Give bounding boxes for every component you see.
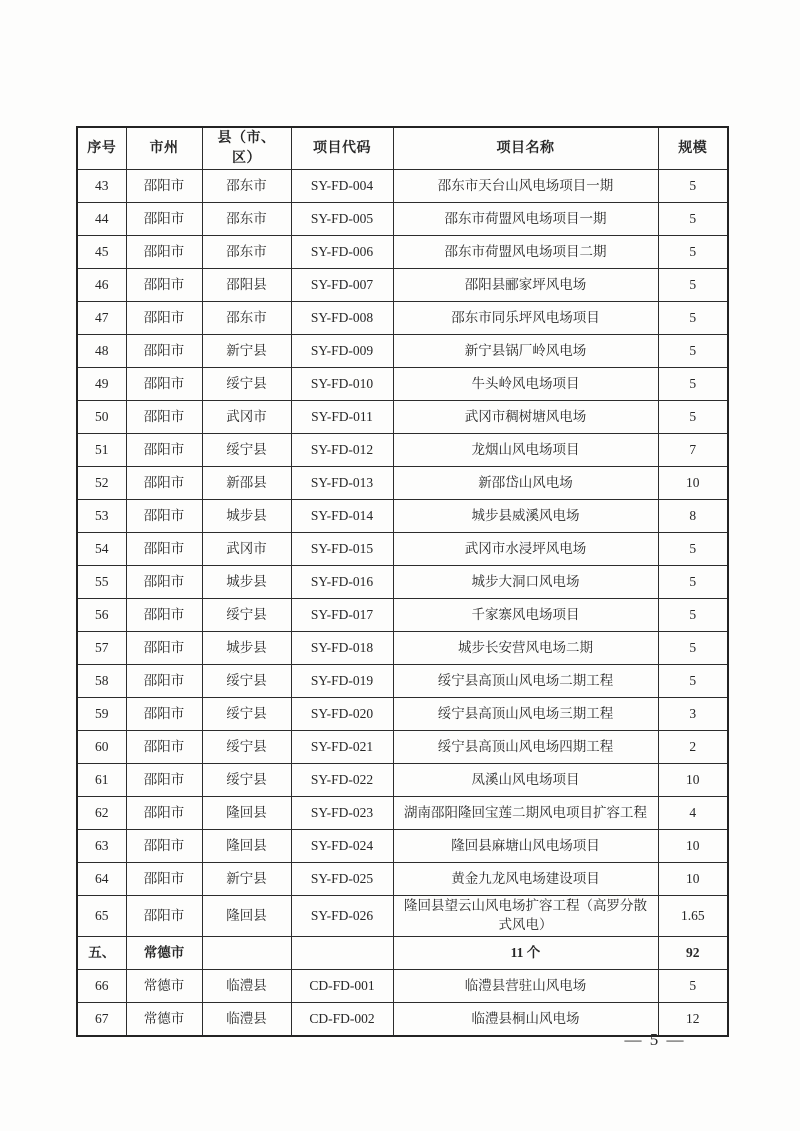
table-row xyxy=(77,401,728,434)
cell-serial: 43 xyxy=(77,170,126,203)
col-header-serial: 序号 xyxy=(77,127,126,170)
cell-scale: 7 xyxy=(658,434,728,467)
table-row xyxy=(77,170,728,203)
cell-project-name: 临澧县营驻山风电场 xyxy=(393,969,658,1002)
cell-scale: 92 xyxy=(658,936,728,969)
cell-project-name: 武冈市稠树塘风电场 xyxy=(393,401,658,434)
cell-scale: 1.65 xyxy=(658,896,728,937)
table-row xyxy=(77,302,728,335)
cell-county: 新宁县 xyxy=(202,335,291,368)
cell-project-name: 邵东市荷盟风电场项目二期 xyxy=(393,236,658,269)
cell-scale: 5 xyxy=(658,302,728,335)
table-row xyxy=(77,566,728,599)
cell-project-code: SY-FD-004 xyxy=(291,170,393,203)
cell-scale: 5 xyxy=(658,632,728,665)
cell-scale: 2 xyxy=(658,731,728,764)
cell-project-name: 绥宁县高顶山风电场三期工程 xyxy=(393,698,658,731)
cell-city: 邵阳市 xyxy=(126,203,202,236)
cell-project-code: SY-FD-026 xyxy=(291,896,393,937)
cell-serial: 五、 xyxy=(77,936,126,969)
cell-project-code: SY-FD-015 xyxy=(291,533,393,566)
cell-county: 绥宁县 xyxy=(202,698,291,731)
cell-city: 邵阳市 xyxy=(126,401,202,434)
cell-project-code: SY-FD-006 xyxy=(291,236,393,269)
table-row xyxy=(77,335,728,368)
cell-county: 城步县 xyxy=(202,566,291,599)
cell-scale: 12 xyxy=(658,1002,728,1036)
cell-serial: 55 xyxy=(77,566,126,599)
cell-serial: 65 xyxy=(77,896,126,937)
cell-city: 邵阳市 xyxy=(126,830,202,863)
cell-project-code: SY-FD-005 xyxy=(291,203,393,236)
table-row xyxy=(77,434,728,467)
table-row xyxy=(77,236,728,269)
cell-county: 绥宁县 xyxy=(202,731,291,764)
cell-serial: 56 xyxy=(77,599,126,632)
cell-county: 新宁县 xyxy=(202,863,291,896)
cell-scale: 10 xyxy=(658,467,728,500)
cell-city: 邵阳市 xyxy=(126,368,202,401)
cell-serial: 58 xyxy=(77,665,126,698)
cell-serial: 46 xyxy=(77,269,126,302)
cell-serial: 67 xyxy=(77,1002,126,1036)
cell-city: 邵阳市 xyxy=(126,896,202,937)
cell-serial: 64 xyxy=(77,863,126,896)
header-row xyxy=(77,127,728,170)
cell-serial: 61 xyxy=(77,764,126,797)
cell-city: 常德市 xyxy=(126,936,202,969)
page-number: — 5 — xyxy=(624,1030,686,1049)
cell-project-name: 龙烟山风电场项目 xyxy=(393,434,658,467)
cell-scale: 8 xyxy=(658,500,728,533)
cell-scale: 10 xyxy=(658,764,728,797)
cell-scale: 4 xyxy=(658,797,728,830)
cell-county: 绥宁县 xyxy=(202,434,291,467)
cell-project-name: 临澧县桐山风电场 xyxy=(393,1002,658,1036)
cell-project-code: SY-FD-021 xyxy=(291,731,393,764)
cell-county: 武冈市 xyxy=(202,401,291,434)
table-row xyxy=(77,830,728,863)
cell-scale: 5 xyxy=(658,368,728,401)
cell-serial: 51 xyxy=(77,434,126,467)
cell-project-code: SY-FD-020 xyxy=(291,698,393,731)
cell-city: 邵阳市 xyxy=(126,236,202,269)
cell-project-code: SY-FD-010 xyxy=(291,368,393,401)
cell-city: 邵阳市 xyxy=(126,764,202,797)
cell-county: 临澧县 xyxy=(202,1002,291,1036)
col-header-scale: 规模 xyxy=(658,127,728,170)
cell-project-name: 城步大洞口风电场 xyxy=(393,566,658,599)
cell-county: 隆回县 xyxy=(202,830,291,863)
cell-city: 邵阳市 xyxy=(126,335,202,368)
cell-county: 隆回县 xyxy=(202,797,291,830)
cell-county: 邵阳县 xyxy=(202,269,291,302)
cell-serial: 45 xyxy=(77,236,126,269)
cell-scale: 5 xyxy=(658,599,728,632)
cell-city: 邵阳市 xyxy=(126,302,202,335)
cell-project-name: 隆回县望云山风电场扩容工程（高罗分散式风电） xyxy=(393,896,658,937)
table-row xyxy=(77,797,728,830)
cell-project-name: 绥宁县高顶山风电场四期工程 xyxy=(393,731,658,764)
table-row xyxy=(77,599,728,632)
col-header-county: 县（市、区） xyxy=(202,127,291,170)
cell-serial: 57 xyxy=(77,632,126,665)
cell-project-name: 邵阳县郦家坪风电场 xyxy=(393,269,658,302)
cell-serial: 50 xyxy=(77,401,126,434)
cell-city: 邵阳市 xyxy=(126,566,202,599)
cell-project-code: SY-FD-017 xyxy=(291,599,393,632)
cell-scale: 5 xyxy=(658,969,728,1002)
cell-scale: 3 xyxy=(658,698,728,731)
cell-county: 绥宁县 xyxy=(202,368,291,401)
cell-project-name: 凤溪山风电场项目 xyxy=(393,764,658,797)
cell-serial: 49 xyxy=(77,368,126,401)
cell-serial: 52 xyxy=(77,467,126,500)
cell-city: 邵阳市 xyxy=(126,170,202,203)
col-header-project-name: 项目名称 xyxy=(393,127,658,170)
cell-project-name: 牛头岭风电场项目 xyxy=(393,368,658,401)
cell-project-code: SY-FD-011 xyxy=(291,401,393,434)
cell-project-code: SY-FD-024 xyxy=(291,830,393,863)
cell-city: 邵阳市 xyxy=(126,632,202,665)
table-row xyxy=(77,467,728,500)
cell-serial: 44 xyxy=(77,203,126,236)
cell-county: 隆回县 xyxy=(202,896,291,937)
cell-serial: 60 xyxy=(77,731,126,764)
cell-scale: 5 xyxy=(658,665,728,698)
table-row xyxy=(77,731,728,764)
cell-serial: 48 xyxy=(77,335,126,368)
table-row xyxy=(77,665,728,698)
cell-serial: 66 xyxy=(77,969,126,1002)
cell-county: 武冈市 xyxy=(202,533,291,566)
cell-city: 邵阳市 xyxy=(126,434,202,467)
cell-scale: 5 xyxy=(658,203,728,236)
cell-project-name: 邵东市天台山风电场项目一期 xyxy=(393,170,658,203)
cell-project-name: 武冈市水浸坪风电场 xyxy=(393,533,658,566)
cell-project-code: SY-FD-025 xyxy=(291,863,393,896)
cell-project-code: CD-FD-001 xyxy=(291,969,393,1002)
cell-city: 常德市 xyxy=(126,969,202,1002)
table-row xyxy=(77,632,728,665)
cell-scale: 10 xyxy=(658,863,728,896)
cell-county xyxy=(202,936,291,969)
cell-county: 新邵县 xyxy=(202,467,291,500)
cell-city: 邵阳市 xyxy=(126,863,202,896)
cell-county: 邵东市 xyxy=(202,236,291,269)
table-row xyxy=(77,698,728,731)
table-row xyxy=(77,896,728,937)
cell-county: 城步县 xyxy=(202,500,291,533)
cell-project-code: SY-FD-014 xyxy=(291,500,393,533)
cell-project-code: SY-FD-007 xyxy=(291,269,393,302)
cell-city: 邵阳市 xyxy=(126,269,202,302)
table-row xyxy=(77,969,728,1002)
cell-scale: 5 xyxy=(658,335,728,368)
cell-county: 绥宁县 xyxy=(202,764,291,797)
cell-project-code: SY-FD-019 xyxy=(291,665,393,698)
table-row xyxy=(77,764,728,797)
cell-project-name: 11 个 xyxy=(393,936,658,969)
cell-scale: 5 xyxy=(658,236,728,269)
cell-county: 邵东市 xyxy=(202,203,291,236)
cell-project-code: SY-FD-016 xyxy=(291,566,393,599)
cell-project-name: 城步长安营风电场二期 xyxy=(393,632,658,665)
cell-project-code: SY-FD-018 xyxy=(291,632,393,665)
cell-project-code: SY-FD-022 xyxy=(291,764,393,797)
table-row xyxy=(77,863,728,896)
cell-county: 邵东市 xyxy=(202,302,291,335)
cell-project-name: 千家寨风电场项目 xyxy=(393,599,658,632)
cell-serial: 54 xyxy=(77,533,126,566)
cell-scale: 5 xyxy=(658,533,728,566)
cell-scale: 5 xyxy=(658,269,728,302)
cell-city: 邵阳市 xyxy=(126,599,202,632)
cell-project-code: SY-FD-008 xyxy=(291,302,393,335)
cell-county: 绥宁县 xyxy=(202,599,291,632)
cell-city: 邵阳市 xyxy=(126,698,202,731)
cell-project-code xyxy=(291,936,393,969)
col-header-project-code: 项目代码 xyxy=(291,127,393,170)
cell-city: 常德市 xyxy=(126,1002,202,1036)
cell-project-name: 新邵岱山风电场 xyxy=(393,467,658,500)
cell-project-code: SY-FD-013 xyxy=(291,467,393,500)
cell-serial: 59 xyxy=(77,698,126,731)
table-row xyxy=(77,368,728,401)
cell-project-code: SY-FD-012 xyxy=(291,434,393,467)
cell-project-code: CD-FD-002 xyxy=(291,1002,393,1036)
cell-project-name: 黄金九龙风电场建设项目 xyxy=(393,863,658,896)
cell-project-name: 邵东市荷盟风电场项目一期 xyxy=(393,203,658,236)
table-row xyxy=(77,533,728,566)
cell-project-code: SY-FD-023 xyxy=(291,797,393,830)
cell-serial: 63 xyxy=(77,830,126,863)
cell-county: 邵东市 xyxy=(202,170,291,203)
col-header-city: 市州 xyxy=(126,127,202,170)
cell-scale: 5 xyxy=(658,401,728,434)
cell-serial: 53 xyxy=(77,500,126,533)
cell-county: 临澧县 xyxy=(202,969,291,1002)
cell-project-name: 城步县威溪风电场 xyxy=(393,500,658,533)
cell-project-code: SY-FD-009 xyxy=(291,335,393,368)
cell-city: 邵阳市 xyxy=(126,665,202,698)
table-row xyxy=(77,500,728,533)
cell-project-name: 邵东市同乐坪风电场项目 xyxy=(393,302,658,335)
cell-project-name: 新宁县锅厂岭风电场 xyxy=(393,335,658,368)
table-row xyxy=(77,203,728,236)
cell-serial: 62 xyxy=(77,797,126,830)
table-row xyxy=(77,269,728,302)
cell-city: 邵阳市 xyxy=(126,533,202,566)
cell-county: 绥宁县 xyxy=(202,665,291,698)
cell-city: 邵阳市 xyxy=(126,797,202,830)
cell-serial: 47 xyxy=(77,302,126,335)
cell-county: 城步县 xyxy=(202,632,291,665)
cell-project-name: 湖南邵阳隆回宝莲二期风电项目扩容工程 xyxy=(393,797,658,830)
cell-project-name: 隆回县麻塘山风电场项目 xyxy=(393,830,658,863)
cell-scale: 5 xyxy=(658,566,728,599)
cell-scale: 5 xyxy=(658,170,728,203)
cell-city: 邵阳市 xyxy=(126,467,202,500)
cell-project-name: 绥宁县高顶山风电场二期工程 xyxy=(393,665,658,698)
wind-projects-table xyxy=(76,126,729,1037)
cell-city: 邵阳市 xyxy=(126,500,202,533)
cell-scale: 10 xyxy=(658,830,728,863)
cell-city: 邵阳市 xyxy=(126,731,202,764)
group-summary-row xyxy=(77,936,728,969)
